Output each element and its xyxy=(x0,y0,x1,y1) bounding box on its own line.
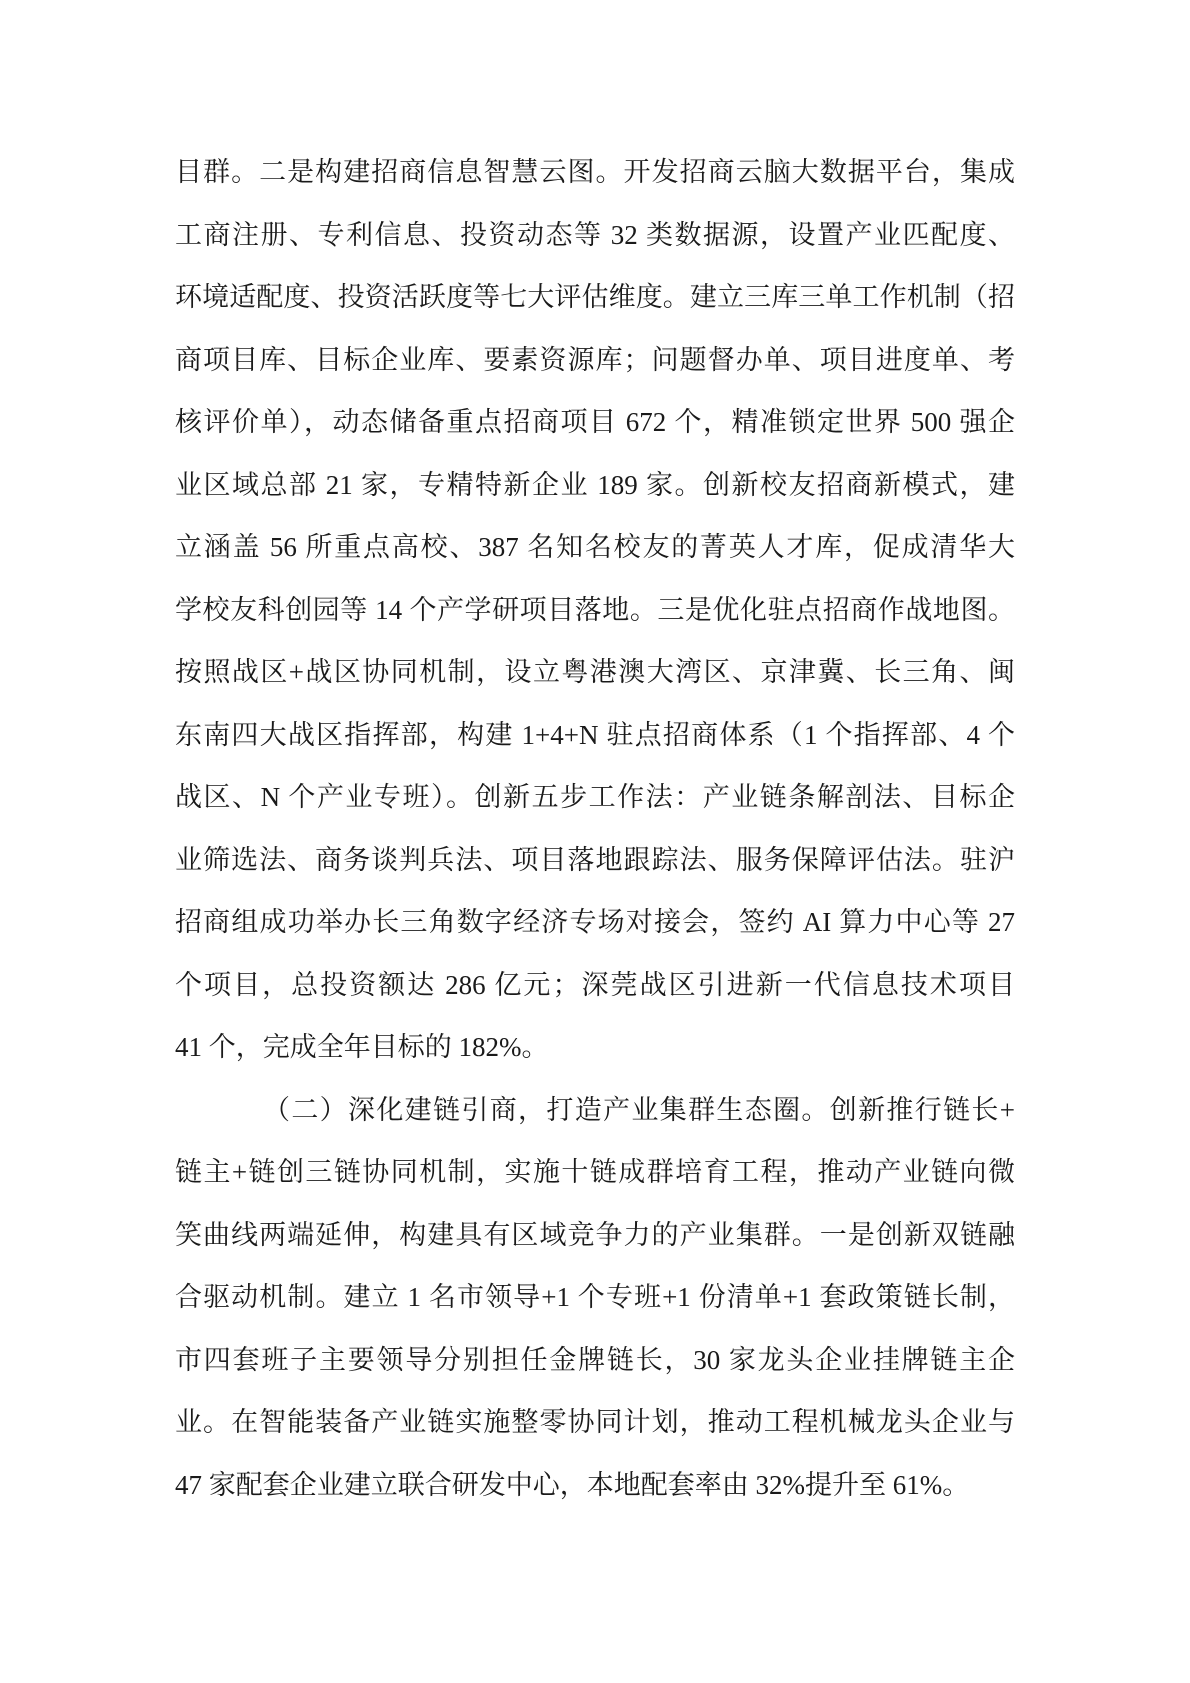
text-line: 环境适配度、投资活跃度等七大评估维度。建立三库三单工作机制（招 xyxy=(175,282,1015,312)
text-line: 战区、N 个产业专班）。创新五步工作法：产业链条解剖法、目标企 xyxy=(175,782,1015,812)
text-line: 按照战区+战区协同机制，设立粤港澳大湾区、京津冀、长三角、闽 xyxy=(175,657,1015,687)
text-line: （二）深化建链引商，打造产业集群生态圈。创新推行链长+ xyxy=(263,1094,1015,1125)
text-line: 商项目库、目标企业库、要素资源库；问题督办单、项目进度单、考 xyxy=(175,344,1015,375)
text-line: 招商组成功举办长三角数字经济专场对接会，签约 AI 算力中心等 27 xyxy=(175,907,1015,937)
paragraph xyxy=(175,141,1015,1079)
text-line: 目群。二是构建招商信息智慧云图。开发招商云脑大数据平台，集成 xyxy=(175,157,1015,187)
text-line: 41 个，完成全年目标的 182%。 xyxy=(175,1032,549,1062)
text-line: 工商注册、专利信息、投资动态等 32 类数据源，设置产业匹配度、 xyxy=(175,219,1015,250)
text-line: 学校友科创园等 14 个产学研项目落地。三是优化驻点招商作战地图。 xyxy=(175,594,1015,625)
text-line: 业区域总部 21 家，专精特新企业 189 家。创新校友招商新模式，建 xyxy=(175,469,1015,500)
text-line: 核评价单），动态储备重点招商项目 672 个，精准锁定世界 500 强企 xyxy=(175,407,1015,437)
text-line: 立涵盖 56 所重点高校、387 名知名校友的菁英人才库，促成清华大 xyxy=(175,532,1015,562)
text-line: 链主+链创三链协同机制，实施十链成群培育工程，推动产业链向微 xyxy=(175,1157,1015,1187)
paragraph xyxy=(175,1079,1015,1517)
text-line: 47 家配套企业建立联合研发中心，本地配套率由 32%提升至 61%。 xyxy=(175,1469,970,1500)
text-line: 东南四大战区指挥部，构建 1+4+N 驻点招商体系（1 个指挥部、4 个 xyxy=(175,719,1015,750)
text-line: 个项目，总投资额达 286 亿元；深莞战区引进新一代信息技术项目 xyxy=(175,969,1015,1000)
text-line: 市四套班子主要领导分别担任金牌链长，30 家龙头企业挂牌链主企 xyxy=(175,1344,1015,1375)
text-line: 合驱动机制。建立 1 名市领导+1 个专班+1 份清单+1 套政策链长制， xyxy=(175,1282,1015,1312)
text-line: 业筛选法、商务谈判兵法、项目落地跟踪法、服务保障评估法。驻沪 xyxy=(175,844,1015,875)
document-text-block xyxy=(175,141,1015,1516)
text-line: 笑曲线两端延伸，构建具有区域竞争力的产业集群。一是创新双链融 xyxy=(175,1219,1015,1250)
text-line: 业。在智能装备产业链实施整零协同计划，推动工程机械龙头企业与 xyxy=(175,1407,1015,1437)
